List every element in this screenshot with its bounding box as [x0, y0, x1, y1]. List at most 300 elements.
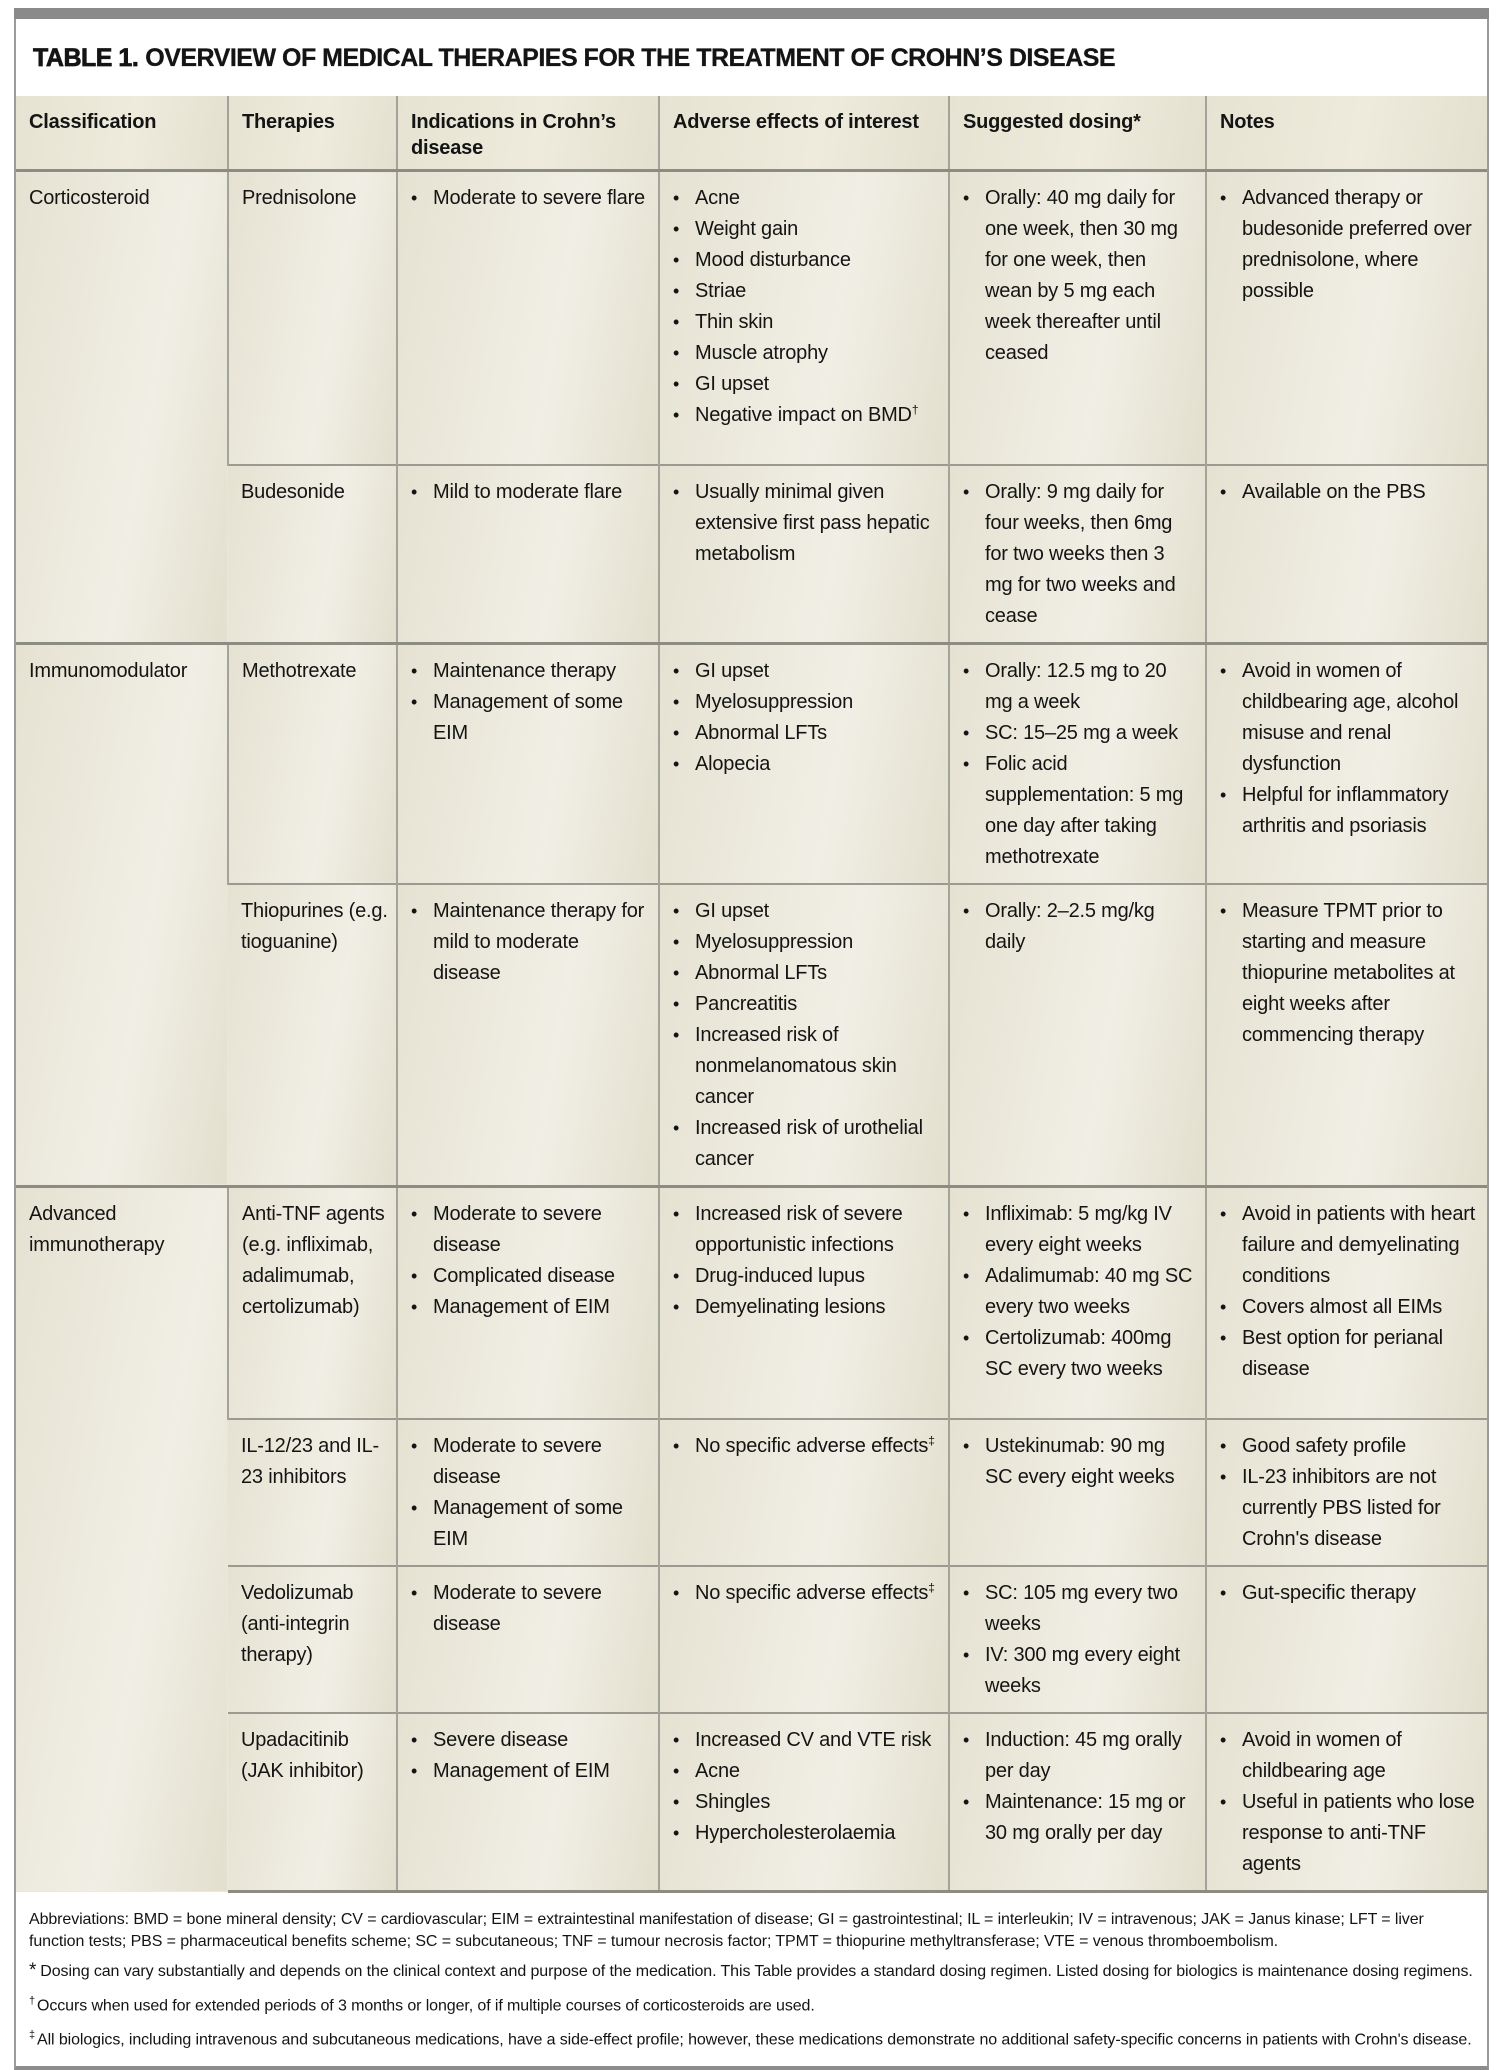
notes-cell	[1206, 171, 1487, 465]
dosing-cell	[949, 465, 1206, 644]
notes-cell	[1206, 465, 1487, 644]
bullet-item	[411, 1578, 650, 1640]
bullet-text: Maintenance therapy for mild to moderate disease	[433, 899, 645, 984]
bullet-glyph: •	[963, 753, 970, 774]
bullet-glyph: •	[673, 1024, 680, 1045]
bullet-text: Moderate to severe disease	[433, 1202, 602, 1256]
bullet-item	[963, 477, 1197, 632]
bullet-glyph: •	[963, 900, 970, 921]
bullet-text: Adalimumab: 40 mg SC every two weeks	[985, 1264, 1193, 1318]
bullet-list	[411, 656, 650, 749]
bullet-item	[673, 338, 940, 369]
bullet-item	[673, 1020, 940, 1113]
bullet-item	[673, 1787, 940, 1818]
bullet-glyph: •	[411, 1761, 418, 1781]
bullet-text: Abnormal LFTs	[695, 961, 827, 984]
bullet-text: Management of EIM	[433, 1760, 610, 1782]
notes-cell	[1206, 1566, 1487, 1713]
bullet-glyph: •	[1220, 1296, 1227, 1317]
bullet-list	[673, 183, 940, 431]
bullet-item	[411, 477, 650, 508]
bullet-text: Orally: 40 mg daily for one week, then 30 mg for one week, then wean by 5 mg each week thereafter until ceased	[985, 187, 1178, 364]
bullet-list	[1220, 1199, 1479, 1385]
abbreviations-footnote	[29, 1909, 1473, 1953]
bullet-glyph: •	[963, 1792, 970, 1812]
notes-cell	[1206, 1713, 1487, 1892]
bullet-text: Useful in patients who lose response to anti-TNF agents	[1242, 1791, 1475, 1875]
bullet-item	[963, 718, 1197, 749]
bullet-item	[963, 1261, 1197, 1323]
bullet-list	[1220, 1578, 1479, 1609]
bullet-glyph: •	[963, 1327, 970, 1348]
classification-cell	[16, 171, 228, 644]
bullet-item	[411, 183, 650, 214]
bullet-item	[411, 1493, 650, 1555]
therapy-label: Budesonide	[241, 480, 345, 503]
bullet-item	[411, 1292, 650, 1323]
table-row	[16, 1566, 1487, 1713]
bullet-text: Striae	[695, 280, 747, 302]
bullet-list	[411, 1578, 650, 1640]
classification-label: Corticosteroid	[29, 187, 150, 209]
bullet-text: Increased risk of severe opportunistic infections	[695, 1202, 903, 1256]
notes-cell	[1206, 1419, 1487, 1566]
bullet-item	[673, 369, 940, 400]
bullet-glyph: •	[411, 1498, 418, 1518]
bullet-text: Best option for perianal disease	[1242, 1326, 1443, 1380]
asterisk-marker: *	[29, 1960, 37, 1981]
bullet-item	[673, 1818, 940, 1849]
bullet-text: Infliximab: 5 mg/kg IV every eight weeks	[985, 1202, 1172, 1256]
bullet-glyph: •	[673, 374, 680, 394]
bullet-glyph: •	[963, 481, 970, 502]
bullet-text: Induction: 45 mg orally per day	[985, 1729, 1182, 1782]
bullet-item	[673, 1725, 940, 1756]
bullet-item	[673, 896, 940, 927]
bullet-glyph: •	[411, 1296, 418, 1317]
bullet-glyph: •	[963, 1265, 970, 1286]
bullet-text: Orally: 2–2.5 mg/kg daily	[985, 899, 1155, 953]
bullet-item	[411, 1756, 650, 1787]
bullet-glyph: •	[673, 1730, 680, 1750]
footnotes-section	[16, 1893, 1487, 2066]
indications-cell	[397, 1186, 659, 1419]
bullet-item	[963, 1199, 1197, 1261]
bullet-item	[1220, 896, 1479, 1051]
bullet-glyph: •	[963, 660, 970, 681]
bullet-list	[963, 1199, 1197, 1385]
bullet-text: Mild to moderate flare	[433, 480, 623, 503]
bullet-item	[673, 1756, 940, 1787]
dosing-cell	[949, 643, 1206, 884]
bullet-text: Moderate to severe disease	[433, 1435, 602, 1488]
notes-cell	[1206, 884, 1487, 1187]
column-header-notes: Notes	[1206, 96, 1487, 171]
bullet-text: Avoid in women of childbearing age	[1242, 1729, 1402, 1782]
table-row	[16, 1713, 1487, 1892]
bullet-list	[411, 1725, 650, 1787]
therapy-cell	[228, 465, 397, 644]
therapy-label: Thiopurines (e.g. tioguanine)	[241, 899, 388, 953]
bullet-item	[963, 896, 1197, 958]
therapy-cell	[228, 1566, 397, 1713]
bullet-item	[673, 477, 940, 570]
bullet-glyph: •	[673, 281, 680, 301]
bullet-list	[411, 896, 650, 989]
therapy-label: IL-12/23 and IL-23 inhibitors	[241, 1435, 380, 1488]
bullet-glyph: •	[673, 1265, 680, 1286]
adverse-effects-cell	[659, 171, 949, 465]
bullet-item	[673, 1261, 940, 1292]
therapy-cell	[228, 1186, 397, 1419]
classification-cell	[16, 643, 228, 1186]
bullet-glyph: •	[1220, 481, 1227, 502]
bullet-item	[411, 1261, 650, 1292]
bullet-text: Gut-specific therapy	[1242, 1582, 1416, 1604]
dosing-cell	[949, 1566, 1206, 1713]
bullet-text: Orally: 9 mg daily for four weeks, then 6mg for two weeks then 3 mg for two weeks and cease	[985, 480, 1176, 627]
adverse-effects-cell	[659, 1419, 949, 1566]
bullet-glyph: •	[1220, 1327, 1227, 1348]
bullet-text: IL-23 inhibitors are not currently PBS listed for Crohn's disease	[1242, 1466, 1441, 1550]
therapy-cell	[228, 1713, 397, 1892]
indications-cell	[397, 1713, 659, 1892]
bullet-text: Management of EIM	[433, 1295, 610, 1318]
adverse-effects-cell	[659, 1566, 949, 1713]
therapy-cell	[228, 643, 397, 884]
bullet-glyph: •	[673, 405, 680, 425]
notes-cell	[1206, 643, 1487, 884]
bullet-item	[963, 1578, 1197, 1640]
bullet-text: Moderate to severe flare	[433, 187, 645, 209]
bullet-list	[963, 896, 1197, 958]
bullet-text: Acne	[695, 1760, 740, 1782]
bullet-item	[411, 1725, 650, 1756]
bullet-item	[963, 183, 1197, 369]
column-header-classification: Classification	[16, 96, 228, 171]
table-figure	[14, 8, 1489, 2070]
bullet-item	[1220, 1578, 1479, 1609]
dagger-footnote	[29, 1990, 1473, 2017]
bullet-text: Hypercholesterolaemia	[695, 1822, 896, 1844]
bullet-list	[673, 656, 940, 780]
bullet-glyph: •	[673, 481, 680, 502]
table-title-text: OVERVIEW OF MEDICAL THERAPIES FOR THE TREATMENT OF CROHN’S DISEASE	[145, 44, 1116, 72]
bullet-text: Advanced therapy or budesonide preferred over prednisolone, where possible	[1242, 187, 1472, 302]
bullet-glyph: •	[673, 1583, 680, 1603]
bullet-text: Helpful for inflammatory arthritis and psoriasis	[1242, 783, 1449, 837]
bullet-list	[411, 477, 650, 508]
therapy-table-body	[16, 171, 1487, 1892]
bullet-item	[963, 1323, 1197, 1385]
bullet-text: SC: 15–25 mg a week	[985, 721, 1178, 744]
bullet-list	[1220, 1431, 1479, 1555]
bullet-list	[1220, 477, 1479, 508]
bullet-glyph: •	[1220, 1467, 1227, 1487]
bullet-glyph: •	[411, 1730, 418, 1750]
bullet-glyph: •	[1220, 1792, 1227, 1812]
bullet-list	[673, 896, 940, 1175]
bullet-text: Increased CV and VTE risk	[695, 1729, 932, 1751]
bullet-glyph: •	[963, 722, 970, 743]
bullet-text: Management of some EIM	[433, 690, 623, 744]
bullet-glyph: •	[1220, 784, 1227, 805]
bullet-list	[673, 1199, 940, 1323]
bullet-item	[963, 1725, 1197, 1787]
bullet-glyph: •	[673, 1117, 680, 1138]
bullet-text: Abnormal LFTs	[695, 721, 827, 744]
bullet-item	[1220, 1462, 1479, 1555]
bullet-text: Maintenance: 15 mg or 30 mg orally per day	[985, 1791, 1186, 1844]
bullet-glyph: •	[673, 1296, 680, 1317]
bullet-item	[673, 183, 940, 214]
bullet-text: GI upset	[695, 659, 769, 682]
bullet-item	[963, 1640, 1197, 1702]
bullet-item	[673, 989, 940, 1020]
bullet-text: Thin skin	[695, 311, 774, 333]
double-dagger-footnote-text: All biologics, including intravenous and subcutaneous medications, have a side-effect profile; however, these medications demonstrate no additional safety-specific concerns in patients with Crohn's disease.	[37, 2031, 1472, 2049]
double-dagger-marker: ‡	[29, 2029, 36, 2042]
bullet-text: Ustekinumab: 90 mg SC every eight weeks	[985, 1435, 1175, 1488]
bullet-text: Folic acid supplementation: 5 mg one day after taking methotrexate	[985, 752, 1184, 868]
bullet-glyph: •	[673, 343, 680, 363]
bullet-item	[673, 927, 940, 958]
bullet-text: GI upset	[695, 899, 769, 922]
bullet-text: Maintenance therapy	[433, 659, 616, 682]
bullet-item	[411, 1431, 650, 1493]
bullet-glyph: •	[673, 1203, 680, 1224]
bullet-glyph: •	[963, 1436, 970, 1456]
bullet-glyph: •	[673, 312, 680, 332]
bullet-glyph: •	[1220, 900, 1227, 921]
table-title	[16, 19, 1487, 96]
bullet-text: Avoid in patients with heart failure and demyelinating conditions	[1242, 1202, 1476, 1287]
bullet-item	[411, 1199, 650, 1261]
adverse-effects-cell	[659, 884, 949, 1187]
bullet-text: Shingles	[695, 1791, 771, 1813]
column-header-indications: Indications in Crohn’s disease	[397, 96, 659, 171]
bullet-item	[411, 896, 650, 989]
bullet-glyph: •	[411, 660, 418, 681]
bullet-glyph: •	[411, 481, 418, 502]
dosing-cell	[949, 171, 1206, 465]
bullet-glyph: •	[1220, 188, 1227, 208]
classification-label: Advanced immunotherapy	[29, 1202, 165, 1256]
bullet-item	[963, 749, 1197, 873]
bullet-text: Moderate to severe disease	[433, 1582, 602, 1635]
therapy-label: Anti-TNF agents (e.g. infliximab, adalimumab, certolizumab)	[242, 1202, 385, 1318]
bullet-text: Weight gain	[695, 218, 799, 240]
bullet-glyph: •	[673, 1792, 680, 1812]
bullet-list	[673, 1725, 940, 1849]
bullet-glyph: •	[673, 962, 680, 983]
bullet-glyph: •	[1220, 660, 1227, 681]
bullet-glyph: •	[1220, 1436, 1227, 1456]
table-header-row	[16, 96, 1487, 171]
bullet-item	[411, 687, 650, 749]
bullet-item	[673, 400, 940, 431]
bullet-item	[963, 656, 1197, 718]
bullet-glyph: •	[411, 1583, 418, 1603]
bullet-list	[411, 1199, 650, 1323]
bullet-glyph: •	[411, 691, 418, 712]
table-number-label: TABLE 1.	[33, 44, 139, 72]
table-row	[16, 171, 1487, 465]
table-row	[16, 643, 1487, 884]
therapy-cell	[228, 1419, 397, 1566]
bullet-item	[673, 656, 940, 687]
table-row	[16, 465, 1487, 644]
bullet-list	[411, 1431, 650, 1555]
bullet-list	[1220, 656, 1479, 842]
bullet-text: Drug-induced lupus	[695, 1264, 865, 1287]
bullet-glyph: •	[673, 1823, 680, 1843]
dosing-cell	[949, 1419, 1206, 1566]
bullet-text: Myelosuppression	[695, 930, 853, 953]
therapy-label: Vedolizumab (anti-integrin therapy)	[241, 1582, 354, 1666]
bullet-text: Available on the PBS	[1242, 480, 1426, 503]
bullet-item	[1220, 1292, 1479, 1323]
bullet-text: Pancreatitis	[695, 992, 798, 1015]
bullet-glyph: •	[963, 1730, 970, 1750]
bullet-text: Avoid in women of childbearing age, alcohol misuse and renal dysfunction	[1242, 659, 1459, 775]
classification-cell	[16, 1186, 228, 1892]
bullet-glyph: •	[963, 1583, 970, 1603]
indications-cell	[397, 1566, 659, 1713]
bullet-item	[963, 1787, 1197, 1849]
bullet-text: SC: 105 mg every two weeks	[985, 1582, 1178, 1635]
bullet-list	[963, 1578, 1197, 1702]
bullet-glyph: •	[673, 753, 680, 774]
bullet-glyph: •	[673, 188, 680, 208]
bullet-item	[673, 1431, 940, 1462]
bullet-item	[1220, 1725, 1479, 1787]
notes-cell	[1206, 1186, 1487, 1419]
bullet-item	[1220, 656, 1479, 780]
bullet-text: Negative impact on BMD†	[695, 402, 919, 426]
bullet-item	[1220, 1787, 1479, 1880]
bullet-list	[1220, 183, 1479, 307]
double-dagger-footnote	[29, 2024, 1473, 2051]
bullet-text: No specific adverse effects‡	[695, 1580, 935, 1604]
therapy-label: Methotrexate	[242, 659, 357, 682]
bullet-glyph: •	[411, 1265, 418, 1286]
bullet-list	[411, 183, 650, 214]
bullet-text: No specific adverse effects‡	[695, 1433, 935, 1457]
bullet-item	[673, 1113, 940, 1175]
bullet-text: GI upset	[695, 373, 769, 395]
bullet-item	[673, 718, 940, 749]
bullet-text: Increased risk of nonmelanomatous skin cancer	[695, 1023, 897, 1108]
bullet-text: Acne	[695, 187, 740, 209]
bullet-glyph: •	[411, 1203, 418, 1224]
bullet-glyph: •	[963, 1203, 970, 1224]
bullet-text: Myelosuppression	[695, 690, 853, 713]
bullet-list	[963, 1431, 1197, 1493]
bullet-text: Certolizumab: 400mg SC every two weeks	[985, 1326, 1172, 1380]
bullet-text: Measure TPMT prior to starting and measure thiopurine metabolites at eight weeks after commencing therapy	[1242, 899, 1455, 1046]
adverse-effects-cell	[659, 643, 949, 884]
adverse-effects-cell	[659, 1186, 949, 1419]
bullet-item	[673, 307, 940, 338]
therapy-label: Prednisolone	[242, 187, 357, 209]
table-row	[16, 1186, 1487, 1419]
bullet-item	[673, 1292, 940, 1323]
adverse-effects-cell	[659, 465, 949, 644]
dosing-cell	[949, 1186, 1206, 1419]
bullet-list	[673, 1578, 940, 1609]
bullet-list	[963, 477, 1197, 632]
bullet-list	[1220, 1725, 1479, 1880]
bullet-text: Complicated disease	[433, 1264, 615, 1287]
bullet-item	[673, 214, 940, 245]
bullet-item	[1220, 1199, 1479, 1292]
bullet-text: Severe disease	[433, 1729, 569, 1751]
indications-cell	[397, 884, 659, 1187]
bullet-item	[963, 1431, 1197, 1493]
bullet-item	[1220, 477, 1479, 508]
bullet-item	[673, 958, 940, 989]
bullet-glyph: •	[411, 188, 418, 208]
therapy-cell	[228, 171, 397, 465]
bullet-text: Alopecia	[695, 752, 771, 775]
classification-label: Immunomodulator	[29, 659, 188, 682]
bullet-text: Muscle atrophy	[695, 342, 828, 364]
bullet-item	[673, 245, 940, 276]
table-frame	[14, 19, 1489, 2070]
bullet-text: Covers almost all EIMs	[1242, 1295, 1443, 1318]
bullet-item	[1220, 183, 1479, 307]
bullet-item	[1220, 780, 1479, 842]
bullet-glyph: •	[673, 250, 680, 270]
bullet-text: Good safety profile	[1242, 1435, 1407, 1457]
abbreviations-text: Abbreviations: BMD = bone mineral density; CV = cardiovascular; EIM = extraintestinal manifestation of disease; GI = gastrointestinal; IL = interleukin; IV = intravenous; JAK = Janus kinase; LFT = liver function tests; PBS = pharmaceutical benefits scheme; SC = subcutaneous; TNF = tumour necrosis factor; TPMT = thiopurine methyltransferase; VTE = venous thromboembolism.	[29, 1911, 1424, 1950]
dagger-footnote-text: Occurs when used for extended periods of 3 months or longer, of if multiple courses of corticosteroids are used.	[37, 1997, 815, 2015]
bullet-glyph: •	[673, 1436, 680, 1456]
bullet-glyph: •	[673, 993, 680, 1014]
bullet-glyph: •	[1220, 1730, 1227, 1750]
table-row	[16, 1419, 1487, 1566]
bullet-item	[673, 687, 940, 718]
bullet-item	[1220, 1323, 1479, 1385]
dosing-cell	[949, 1713, 1206, 1892]
bullet-item	[673, 1578, 940, 1609]
bullet-glyph: •	[673, 722, 680, 743]
dosing-footnote	[29, 1960, 1473, 1983]
dosing-footnote-text: Dosing can vary substantially and depends on the clinical context and purpose of the medication. This Table provides a standard dosing regimen. Listed dosing for biologics is maintenance dosing regimens.	[40, 1963, 1473, 1980]
indications-cell	[397, 171, 659, 465]
bullet-glyph: •	[411, 1436, 418, 1456]
table-row	[16, 884, 1487, 1187]
bullet-glyph: •	[673, 219, 680, 239]
bullet-glyph: •	[1220, 1583, 1227, 1603]
bullet-glyph: •	[411, 900, 418, 921]
bullet-list	[963, 183, 1197, 369]
bullet-glyph: •	[673, 691, 680, 712]
bullet-text: Mood disturbance	[695, 249, 851, 271]
bullet-text: Management of some EIM	[433, 1497, 623, 1550]
indications-cell	[397, 1419, 659, 1566]
bullet-glyph: •	[673, 900, 680, 921]
footnote-reference-mark: ‡	[928, 1580, 935, 1595]
column-header-dosing: Suggested dosing*	[949, 96, 1206, 171]
dagger-marker: †	[29, 1995, 36, 2007]
top-gray-bar	[14, 8, 1489, 19]
bullet-text: Orally: 12.5 mg to 20 mg a week	[985, 659, 1167, 713]
bullet-text: Increased risk of urothelial cancer	[695, 1116, 923, 1170]
bullet-list	[673, 1431, 940, 1462]
bullet-item	[1220, 1431, 1479, 1462]
